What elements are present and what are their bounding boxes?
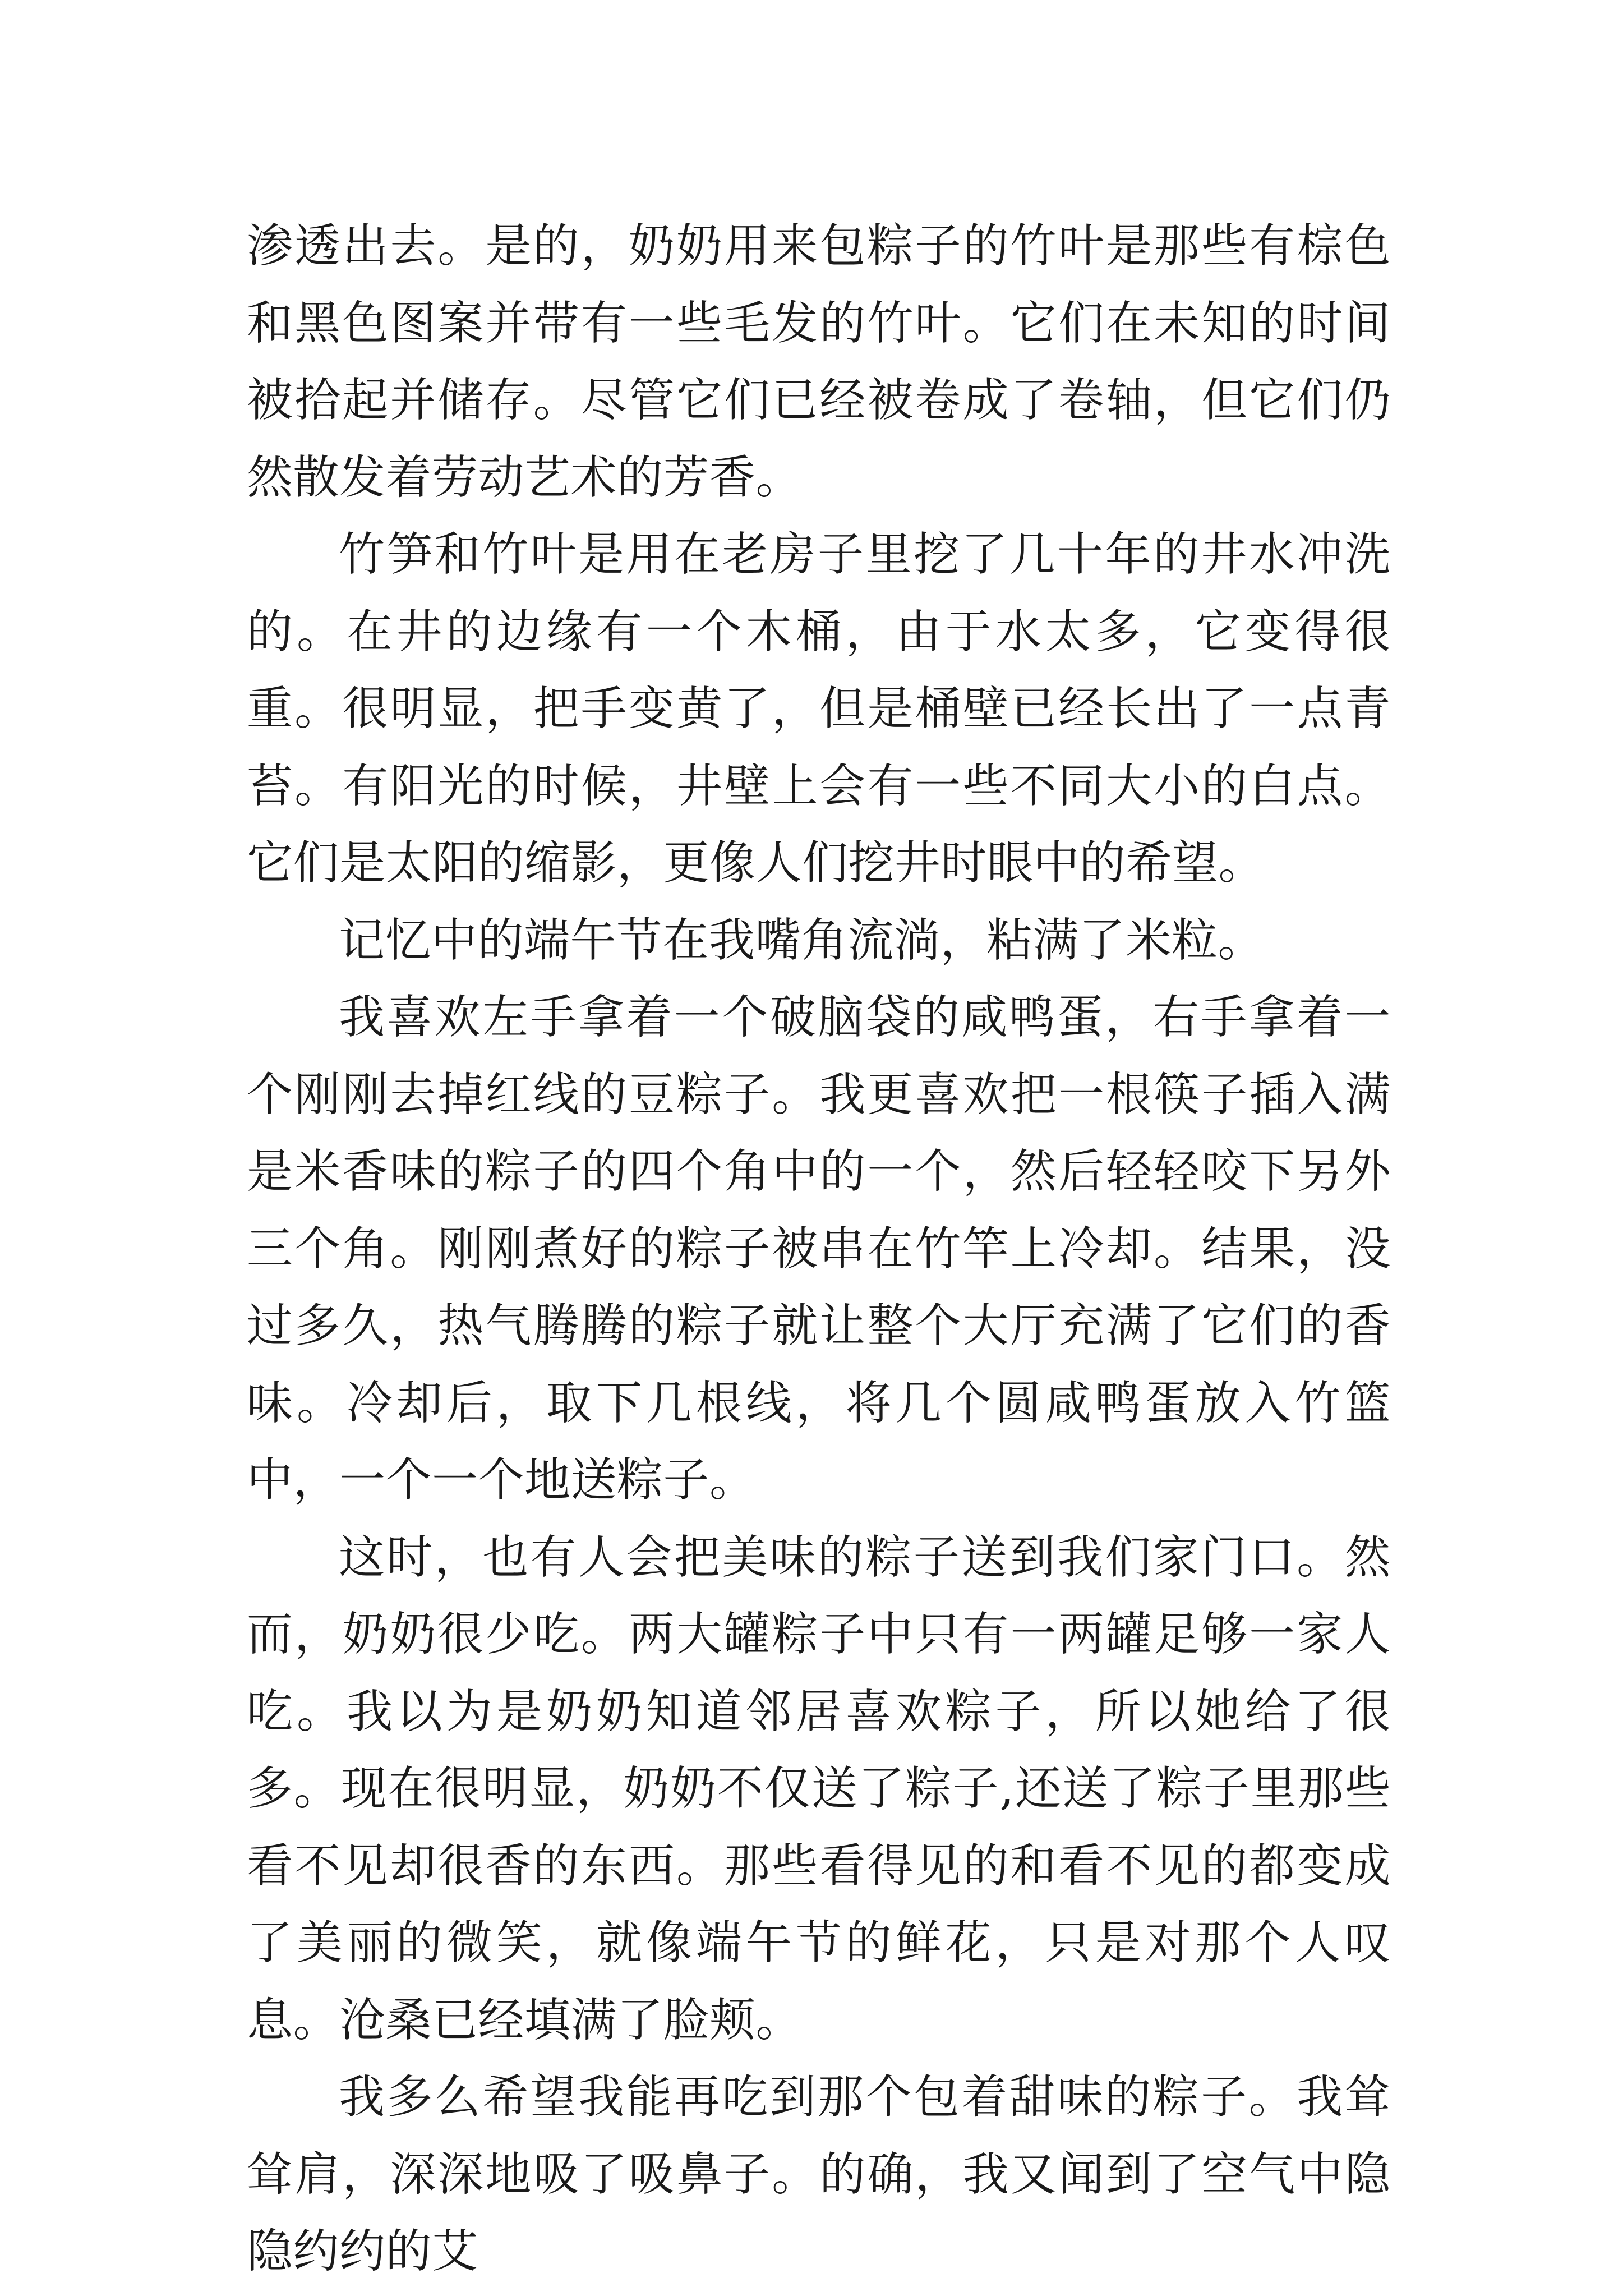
paragraph-5: 这时，也有人会把美味的粽子送到我们家门口。然而，奶奶很少吃。两大罐粽子中只有一两罐足够一家人吃。我以为是奶奶知道邻居喜欢粽子，所以她给了很多。现在很明显，奶奶不仅送了粽子,还送了粽子里那些看不见却很香的东西。那些看得见的和看不见的都变成了美丽的微笑，就像端午节的鲜花，只是对那个人叹息。沧桑已经填满了脸颊。 [247,1530,1391,2047]
document-body [247,208,1391,2290]
paragraph-6: 我多么希望我能再吃到那个包着甜味的粽子。我耸耸肩，深深地吸了吸鼻子。的确，我又闻到了空气中隐隐约约的艾 [247,2070,1391,2278]
paragraph-4: 我喜欢左手拿着一个破脑袋的咸鸭蛋，右手拿着一个刚刚去掉红线的豆粽子。我更喜欢把一根筷子插入满是米香味的粽子的四个角中的一个，然后轻轻咬下另外三个角。刚刚煮好的粽子被串在竹竿上冷却。结果，没过多久，热气腾腾的粽子就让整个大厅充满了它们的香味。冷却后，取下几根线，将几个圆咸鸭蛋放入竹篮中，一个一个地送粽子。 [247,991,1391,1507]
paragraph-3: 记忆中的端午节在我嘴角流淌，粘满了米粒。 [339,913,1265,967]
paragraph-2: 竹笋和竹叶是用在老房子里挖了几十年的井水冲洗的。在井的边缘有一个木桶，由于水太多，它变得很重。很明显，把手变黄了，但是桶壁已经长出了一点青苔。有阳光的时候，井壁上会有一些不同大小的白点。它们是太阳的缩影，更像人们挖井时眼中的希望。 [247,528,1391,890]
paragraph-1: 渗透出去。是的，奶奶用来包粽子的竹叶是那些有棕色和黑色图案并带有一些毛发的竹叶。它们在未知的时间被拾起并储存。尽管它们已经被卷成了卷轴，但它们仍然散发着劳动艺术的芳香。 [247,219,1391,504]
